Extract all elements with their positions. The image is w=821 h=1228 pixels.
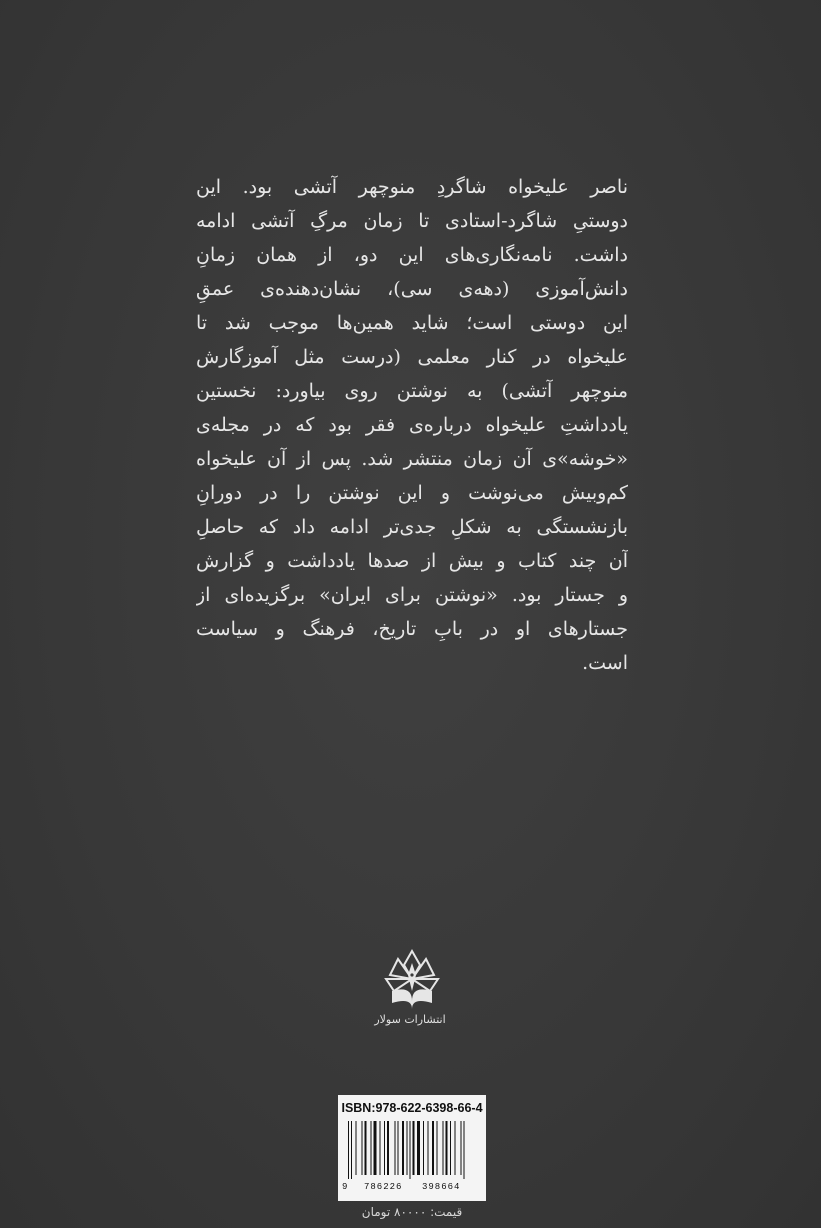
barcode-bar	[398, 1121, 399, 1175]
barcode-digits	[338, 1182, 486, 1196]
barcode-bar	[455, 1121, 456, 1175]
blurb-line: دوستیِ شاگرد-استادی تا زمان مرگِ آتشی ادامه	[196, 210, 628, 232]
barcode-bar	[413, 1121, 415, 1175]
blurb-line: و جستار بود. «نوشتن برای ایران» برگزیده‌ای از	[196, 584, 628, 606]
blurb-line: یادداشتِ علیخواه درباره‌ی فقر بود که در مجله‌ی	[196, 414, 628, 436]
barcode-bar	[417, 1121, 420, 1175]
isbn-label: ISBN:978-622-6398-66-4	[341, 1101, 483, 1115]
price-label: قیمت: ۸۰۰۰۰ تومان	[361, 1205, 463, 1219]
blurb-text	[196, 170, 628, 680]
blurb-line: کم‌وبیش می‌نوشت و این نوشتن را در دورانِ	[196, 482, 628, 504]
barcode-bar	[423, 1121, 424, 1175]
barcode-bar	[443, 1121, 444, 1175]
barcode-bar	[351, 1121, 352, 1179]
blurb-line: آن چند کتاب و بیش از صدها یادداشت و گزارش	[196, 550, 628, 572]
blurb-line: بازنشستگی به شکلِ جدی‌تر ادامه داد که حاصلِ	[196, 516, 628, 538]
barcode-digits-right: 398664	[422, 1182, 461, 1192]
barcode-bar	[450, 1121, 451, 1175]
barcode-bar	[428, 1121, 429, 1175]
blurb-line: ناصر علیخواه شاگردِ منوچهر آتشی بود. این	[196, 176, 628, 198]
blurb-line: دانش‌آموزی (دهه‌ی سی)، نشان‌دهنده‌ی عمقِ	[196, 278, 628, 300]
barcode-bar	[356, 1121, 357, 1175]
barcode-bar	[461, 1121, 462, 1175]
barcode-digits-left: 786226	[364, 1182, 403, 1192]
barcode-bar	[374, 1121, 377, 1175]
barcode-bar	[432, 1121, 434, 1175]
barcode-bars	[346, 1121, 480, 1179]
barcode-bar	[380, 1121, 381, 1175]
barcode-digit-first: 9	[342, 1182, 348, 1192]
blurb-line: این دوستی است؛ شاید همین‌ها موجب شد تا	[196, 312, 628, 334]
blurb-line: علیخواه در کنار معلمی (درست مثل آموزگارش	[196, 346, 628, 368]
barcode-bar	[407, 1121, 408, 1175]
blurb-line: منوچهر آتشی) به نوشتن روی بیاورد: نخستین	[196, 380, 628, 402]
blurb-line: «خوشه»ی آن زمان منتشر شد. پس از آن علیخواه	[196, 448, 628, 470]
barcode	[338, 1095, 486, 1201]
barcode-bar	[446, 1121, 448, 1175]
barcode-bar	[384, 1121, 385, 1175]
blurb-line: جستارهای او در بابِ تاریخ، فرهنگ و سیاست	[196, 618, 628, 640]
barcode-bar	[348, 1121, 349, 1179]
barcode-bar	[464, 1121, 465, 1179]
barcode-bar	[371, 1121, 372, 1175]
publisher-name: انتشارات سولار	[374, 1013, 446, 1026]
barcode-bar	[437, 1121, 438, 1175]
blurb-line: است.	[582, 652, 628, 674]
barcode-bar	[387, 1121, 389, 1175]
barcode-bar	[402, 1121, 404, 1175]
barcode-bar	[365, 1121, 367, 1175]
barcode-bar	[410, 1121, 411, 1179]
barcode-bar	[362, 1121, 363, 1175]
barcode-bar	[395, 1121, 396, 1175]
book-pen-lotus-icon	[372, 945, 452, 1015]
blurb-line: داشت. نامه‌نگاری‌های این دو، از همان زمانِ	[196, 244, 628, 266]
